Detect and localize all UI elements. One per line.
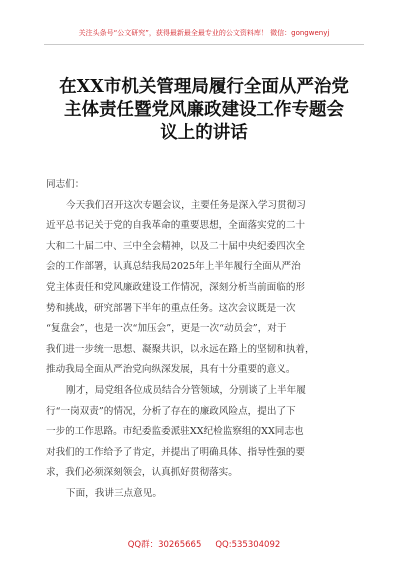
paragraph-line: 党主体责任和党风廉政建设工作情况，深刻分析当前面临的形 (46, 281, 306, 293)
paragraph-1 (46, 196, 364, 381)
paragraph-line: 下面，我讲三点意见。 (66, 487, 162, 499)
paragraph-line: 一步的工作思路。市纪委监委派驻XX纪检监察组的XX同志也 (46, 426, 304, 438)
document-body (46, 175, 364, 505)
paragraph-line: 势和挑战，研究部署下半年的重点任务。这次会议既是一次 (46, 302, 296, 314)
header-note: 关注头条号“公文研究”，获得最新最全最专业的公文资料库！ 微信：gongwenyj (78, 29, 330, 37)
title-line: 在XX市机关管理局履行全面从严治党 (59, 77, 349, 97)
document-title (40, 76, 368, 145)
paragraph-line: 会的工作部署，认真总结我局2025年上半年履行全面从严治 (46, 261, 301, 273)
paragraph-3 (46, 484, 364, 505)
paragraph-line: 行“一岗双责”的情况，分析了存在的廉政风险点，提出了下 (46, 405, 296, 417)
paragraph-line: 对我们的工作给予了肯定，并提出了明确具体、指导性强的要 (46, 446, 306, 458)
footer-contact (0, 538, 408, 550)
header-divider (44, 44, 364, 45)
paragraph-line: 大和二十届二中、三中全会精神，以及二十届中央纪委四次全 (46, 240, 306, 252)
footer-qq: QQ:535304092 (215, 540, 281, 550)
title-line: 主体责任暨党风廉政建设工作专题会 (64, 100, 344, 120)
paragraph-line: 推动我局全面从严治党向纵深发展，具有十分重要的意义。 (46, 364, 296, 376)
paragraph-line: 我们进一步统一思想、凝聚共识，以永远在路上的坚韧和执着， (46, 343, 315, 355)
paragraph-line: 求，我们必须深刻领会，认真抓好贯彻落实。 (46, 467, 238, 479)
paragraph-line: 近平总书记关于党的自我革命的重要思想，全面落实党的二十 (46, 220, 306, 232)
paragraph-2 (46, 381, 364, 484)
paragraph-line: “复盘会”，也是一次“加压会”，更是一次“动员会”，对于 (46, 323, 287, 335)
title-line: 议上的讲话 (160, 123, 248, 143)
salutation-text: 同志们： (46, 179, 85, 190)
footer-qq-group: QQ群：30265665 (127, 540, 202, 550)
paragraph-line: 今天我们召开这次专题会议，主要任务是深入学习贯彻习 (66, 199, 306, 211)
paragraph-line: 刚才，局党组各位成员结合分管领域，分别谈了上半年履 (66, 384, 306, 396)
salutation (46, 175, 364, 196)
